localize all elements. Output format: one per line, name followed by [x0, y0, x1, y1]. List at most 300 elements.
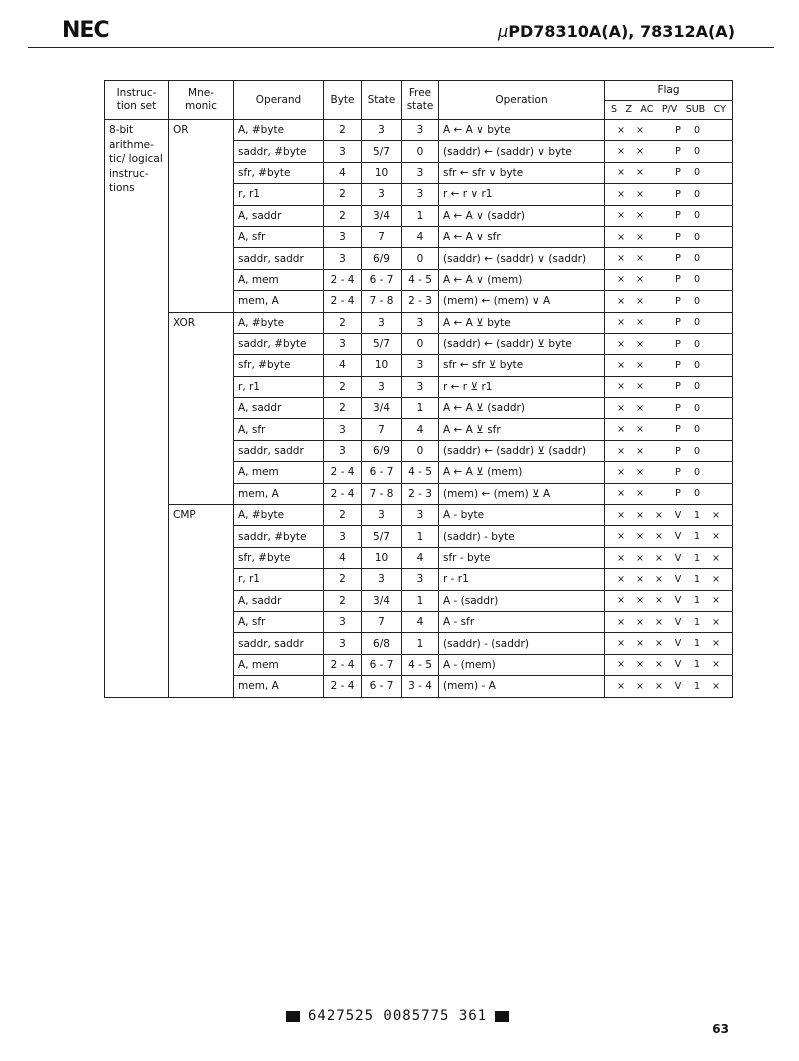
flag-value: P: [675, 167, 681, 179]
flag-value: ×: [636, 595, 644, 607]
flag-value: 0: [693, 253, 701, 265]
barcode-text: 6427525 0085775 361: [308, 1008, 488, 1024]
flag-value: P: [675, 146, 681, 158]
flag-value: 0: [693, 167, 701, 179]
flag-value: V: [674, 552, 682, 564]
flag-value: ×: [636, 680, 644, 692]
flag-value: ×: [636, 659, 644, 671]
operand-cell: r, r1: [234, 569, 324, 590]
flag-value: ×: [636, 531, 644, 543]
flags-cell: [605, 291, 733, 312]
flag-value: 0: [693, 124, 701, 136]
flag-value: ×: [617, 509, 625, 521]
byte-cell: 2: [324, 184, 362, 205]
flag-value: [651, 296, 667, 307]
operand-cell: sfr, #byte: [234, 547, 324, 568]
free-state-cell: 4 - 5: [402, 462, 439, 483]
flag-value: ×: [655, 616, 663, 628]
operand-cell: saddr, #byte: [234, 141, 324, 162]
page-number: 63: [712, 1022, 729, 1036]
state-cell: 3: [362, 312, 402, 333]
flags-cell: [605, 355, 733, 376]
flags-cell: [605, 398, 733, 419]
flag-value: ×: [617, 359, 625, 371]
flag-value: 0: [693, 146, 701, 158]
flag-value: [651, 403, 667, 414]
flag-value: ×: [617, 167, 625, 179]
byte-cell: 3: [324, 526, 362, 547]
operand-cell: A, #byte: [234, 312, 324, 333]
flags-cell: [605, 248, 733, 269]
flag-value: ×: [636, 552, 644, 564]
state-cell: 6 - 7: [362, 269, 402, 290]
flag-value: [708, 274, 724, 285]
flag-value: [708, 488, 724, 499]
flag-value: 0: [693, 381, 701, 393]
operation-cell: A ← A ∨ sfr: [439, 226, 605, 247]
flag-value: V: [674, 531, 682, 543]
flag-value: ×: [617, 680, 625, 692]
free-state-cell: 4: [402, 611, 439, 632]
flag-value: [708, 360, 724, 371]
flag-value: ×: [617, 445, 625, 457]
flags-cell: [605, 654, 733, 675]
free-state-cell: 0: [402, 248, 439, 269]
flag-col-header: CY: [713, 104, 726, 116]
byte-cell: 2: [324, 312, 362, 333]
flag-value: ×: [655, 638, 663, 650]
free-state-cell: 1: [402, 398, 439, 419]
operation-cell: A ← A ⊻ sfr: [439, 419, 605, 440]
state-cell: 3: [362, 569, 402, 590]
flag-value: ×: [617, 231, 625, 243]
flag-value: ×: [636, 509, 644, 521]
byte-cell: 2: [324, 120, 362, 141]
col-header-instruction-set: Instruc-tion set: [105, 81, 169, 120]
header-row: [105, 81, 733, 101]
flag-value: 1: [693, 595, 701, 607]
flag-value: V: [674, 680, 682, 692]
flag-value: ×: [617, 638, 625, 650]
mnemonic-cell: OR: [169, 120, 234, 313]
flags-cell: [605, 312, 733, 333]
operand-cell: sfr, #byte: [234, 355, 324, 376]
operation-cell: (saddr) - (saddr): [439, 633, 605, 654]
flag-value: ×: [636, 573, 644, 585]
flags-cell: [605, 569, 733, 590]
flag-col-header: AC: [640, 104, 654, 116]
free-state-cell: 1: [402, 526, 439, 547]
flag-value: [708, 403, 724, 414]
byte-cell: 2: [324, 398, 362, 419]
free-state-cell: 1: [402, 633, 439, 654]
state-cell: 3/4: [362, 205, 402, 226]
flag-value: ×: [636, 146, 644, 158]
byte-cell: 2: [324, 376, 362, 397]
table-row: [105, 312, 733, 333]
flag-value: 0: [693, 274, 701, 286]
flag-value: ×: [636, 402, 644, 414]
flag-value: 0: [693, 210, 701, 222]
operand-cell: A, saddr: [234, 590, 324, 611]
col-header-free-state: Free state: [402, 81, 439, 120]
flag-value: ×: [617, 616, 625, 628]
operation-cell: r ← r ⊻ r1: [439, 376, 605, 397]
flag-value: ×: [712, 680, 720, 692]
flag-value: P: [675, 424, 681, 436]
flag-value: [651, 446, 667, 457]
byte-cell: 3: [324, 226, 362, 247]
state-cell: 7: [362, 611, 402, 632]
operation-cell: A - (mem): [439, 654, 605, 675]
operand-cell: mem, A: [234, 676, 324, 697]
flag-value: 1: [693, 509, 701, 521]
operand-cell: r, r1: [234, 184, 324, 205]
state-cell: 6 - 7: [362, 654, 402, 675]
flag-value: P: [675, 253, 681, 265]
operation-cell: r - r1: [439, 569, 605, 590]
flag-value: ×: [636, 188, 644, 200]
flag-value: [708, 467, 724, 478]
flags-cell: [605, 419, 733, 440]
flags-cell: [605, 590, 733, 611]
state-cell: 3/4: [362, 590, 402, 611]
flag-value: ×: [712, 659, 720, 671]
nec-logo: NEC: [62, 18, 109, 43]
operation-cell: A - byte: [439, 505, 605, 526]
free-state-cell: 3: [402, 162, 439, 183]
flags-cell: [605, 440, 733, 461]
operation-cell: A ← A ⊻ (saddr): [439, 398, 605, 419]
state-cell: 6/9: [362, 440, 402, 461]
byte-cell: 2 - 4: [324, 654, 362, 675]
flag-value: P: [675, 445, 681, 457]
mnemonic-cell: XOR: [169, 312, 234, 505]
flag-value: ×: [636, 274, 644, 286]
free-state-cell: 0: [402, 333, 439, 354]
operand-cell: A, mem: [234, 269, 324, 290]
flags-cell: [605, 462, 733, 483]
flag-value: [651, 424, 667, 435]
operand-cell: A, saddr: [234, 205, 324, 226]
flag-value: ×: [617, 531, 625, 543]
flags-cell: [605, 611, 733, 632]
flag-value: [651, 167, 667, 178]
flag-value: ×: [655, 509, 663, 521]
operand-cell: mem, A: [234, 291, 324, 312]
flag-value: ×: [712, 595, 720, 607]
operation-cell: (mem) - A: [439, 676, 605, 697]
flag-value: ×: [636, 488, 644, 500]
header-rule: [28, 47, 774, 48]
flags-cell: [605, 226, 733, 247]
operation-cell: (saddr) - byte: [439, 526, 605, 547]
byte-cell: 3: [324, 440, 362, 461]
flag-value: ×: [636, 253, 644, 265]
operation-cell: sfr - byte: [439, 547, 605, 568]
operand-cell: saddr, saddr: [234, 248, 324, 269]
flag-value: [708, 210, 724, 221]
flag-value: V: [674, 659, 682, 671]
flag-value: ×: [636, 338, 644, 350]
flag-value: [651, 189, 667, 200]
byte-cell: 2 - 4: [324, 462, 362, 483]
flag-value: ×: [617, 295, 625, 307]
flag-value: [651, 146, 667, 157]
flags-cell: [605, 633, 733, 654]
operation-cell: (mem) ← (mem) ⊻ A: [439, 483, 605, 504]
free-state-cell: 3: [402, 312, 439, 333]
operation-cell: A ← A ∨ (mem): [439, 269, 605, 290]
flag-value: ×: [617, 146, 625, 158]
flag-value: ×: [655, 659, 663, 671]
operation-cell: r ← r ∨ r1: [439, 184, 605, 205]
operation-cell: A ← A ⊻ byte: [439, 312, 605, 333]
flag-value: [708, 446, 724, 457]
operation-cell: A ← A ∨ (saddr): [439, 205, 605, 226]
flags-cell: [605, 162, 733, 183]
state-cell: 7: [362, 419, 402, 440]
flag-value: P: [675, 488, 681, 500]
state-cell: 5/7: [362, 141, 402, 162]
flag-value: 0: [693, 488, 701, 500]
free-state-cell: 3: [402, 505, 439, 526]
state-cell: 10: [362, 355, 402, 376]
flag-value: 0: [693, 338, 701, 350]
flags-cell: [605, 333, 733, 354]
flags-cell: [605, 120, 733, 141]
free-state-cell: 1: [402, 590, 439, 611]
state-cell: 10: [362, 162, 402, 183]
flags-cell: [605, 205, 733, 226]
flag-value: ×: [636, 381, 644, 393]
flag-value: ×: [712, 509, 720, 521]
free-state-cell: 0: [402, 141, 439, 162]
flag-value: 1: [693, 531, 701, 543]
state-cell: 3: [362, 505, 402, 526]
col-header-operation: Operation: [439, 81, 605, 120]
operation-cell: (saddr) ← (saddr) ∨ byte: [439, 141, 605, 162]
flag-value: ×: [655, 595, 663, 607]
operand-cell: A, #byte: [234, 120, 324, 141]
operand-cell: A, saddr: [234, 398, 324, 419]
flags-cell: [605, 526, 733, 547]
col-header-flag: Flag: [605, 81, 733, 101]
flag-value: 0: [693, 295, 701, 307]
operation-cell: sfr ← sfr ⊻ byte: [439, 355, 605, 376]
flag-value: [651, 381, 667, 392]
flags-cell: [605, 676, 733, 697]
flag-value: 0: [693, 317, 701, 329]
barcode-line: [278, 1008, 517, 1024]
flag-value: P: [675, 338, 681, 350]
flag-value: P: [675, 402, 681, 414]
flag-value: 1: [693, 638, 701, 650]
flag-value: [651, 232, 667, 243]
free-state-cell: 2 - 3: [402, 291, 439, 312]
flag-value: [651, 317, 667, 328]
byte-cell: 4: [324, 547, 362, 568]
free-state-cell: 3: [402, 355, 439, 376]
free-state-cell: 4: [402, 226, 439, 247]
free-state-cell: 4 - 5: [402, 269, 439, 290]
free-state-cell: 3: [402, 120, 439, 141]
free-state-cell: 4 - 5: [402, 654, 439, 675]
flag-col-header: P/V: [661, 104, 678, 116]
byte-cell: 2 - 4: [324, 483, 362, 504]
byte-cell: 3: [324, 248, 362, 269]
flag-col-header: SUB: [685, 104, 706, 116]
flag-value: ×: [617, 188, 625, 200]
byte-cell: 4: [324, 162, 362, 183]
flag-value: P: [675, 188, 681, 200]
state-cell: 10: [362, 547, 402, 568]
flag-value: [708, 339, 724, 350]
flag-value: ×: [617, 338, 625, 350]
flag-value: 1: [693, 680, 701, 692]
flag-value: P: [675, 231, 681, 243]
operand-cell: A, sfr: [234, 611, 324, 632]
operand-cell: saddr, saddr: [234, 440, 324, 461]
flags-cell: [605, 376, 733, 397]
flag-value: ×: [636, 424, 644, 436]
flag-value: ×: [636, 638, 644, 650]
flag-value: [651, 253, 667, 264]
state-cell: 6 - 7: [362, 676, 402, 697]
flag-value: ×: [712, 638, 720, 650]
free-state-cell: 0: [402, 440, 439, 461]
flag-value: V: [674, 638, 682, 650]
flag-value: ×: [617, 317, 625, 329]
flag-value: ×: [617, 381, 625, 393]
state-cell: 5/7: [362, 333, 402, 354]
flag-value: ×: [617, 210, 625, 222]
flag-value: [708, 125, 724, 136]
state-cell: 6/8: [362, 633, 402, 654]
flag-value: [651, 274, 667, 285]
state-cell: 7 - 8: [362, 291, 402, 312]
flag-value: 1: [693, 616, 701, 628]
flag-value: [708, 253, 724, 264]
flag-value: ×: [655, 680, 663, 692]
flag-value: P: [675, 124, 681, 136]
flag-value: ×: [636, 317, 644, 329]
operation-cell: A - sfr: [439, 611, 605, 632]
operation-cell: (saddr) ← (saddr) ⊻ byte: [439, 333, 605, 354]
flag-subheader: [605, 100, 733, 120]
flag-value: [708, 317, 724, 328]
flag-value: [651, 339, 667, 350]
block-mark-left: [286, 1011, 300, 1022]
flag-value: P: [675, 274, 681, 286]
operation-cell: (mem) ← (mem) ∨ A: [439, 291, 605, 312]
state-cell: 3/4: [362, 398, 402, 419]
flag-value: ×: [655, 573, 663, 585]
flag-value: V: [674, 595, 682, 607]
flag-value: ×: [636, 210, 644, 222]
operand-cell: A, mem: [234, 654, 324, 675]
free-state-cell: 2 - 3: [402, 483, 439, 504]
flag-value: ×: [636, 359, 644, 371]
flag-value: 1: [693, 659, 701, 671]
free-state-cell: 1: [402, 205, 439, 226]
flag-value: ×: [617, 659, 625, 671]
operation-cell: A ← A ⊻ (mem): [439, 462, 605, 483]
flag-value: 1: [693, 573, 701, 585]
state-cell: 6/9: [362, 248, 402, 269]
flag-value: [651, 125, 667, 136]
flag-value: ×: [655, 531, 663, 543]
table-row: [105, 120, 733, 141]
operand-cell: sfr, #byte: [234, 162, 324, 183]
operand-cell: r, r1: [234, 376, 324, 397]
mu-symbol: μ: [498, 22, 509, 41]
flag-value: P: [675, 359, 681, 371]
flag-value: ×: [712, 573, 720, 585]
byte-cell: 2: [324, 205, 362, 226]
flag-value: ×: [712, 552, 720, 564]
byte-cell: 2 - 4: [324, 269, 362, 290]
col-header-state: State: [362, 81, 402, 120]
flag-value: [708, 381, 724, 392]
free-state-cell: 3 - 4: [402, 676, 439, 697]
free-state-cell: 4: [402, 419, 439, 440]
operand-cell: mem, A: [234, 483, 324, 504]
flag-value: ×: [712, 531, 720, 543]
flags-cell: [605, 141, 733, 162]
flag-value: P: [675, 317, 681, 329]
flag-value: [708, 189, 724, 200]
flags-cell: [605, 483, 733, 504]
flag-value: [651, 210, 667, 221]
byte-cell: 4: [324, 355, 362, 376]
free-state-cell: 3: [402, 184, 439, 205]
operation-cell: sfr ← sfr ∨ byte: [439, 162, 605, 183]
state-cell: 7: [362, 226, 402, 247]
part-number: [498, 22, 735, 41]
flag-value: ×: [636, 466, 644, 478]
flag-value: [708, 296, 724, 307]
flag-value: ×: [636, 167, 644, 179]
flag-value: 0: [693, 231, 701, 243]
flag-value: ×: [617, 552, 625, 564]
flag-col-header: Z: [625, 104, 632, 116]
flag-value: ×: [655, 552, 663, 564]
flag-value: P: [675, 466, 681, 478]
operand-cell: A, mem: [234, 462, 324, 483]
operand-cell: saddr, #byte: [234, 526, 324, 547]
byte-cell: 3: [324, 633, 362, 654]
flag-value: 0: [693, 188, 701, 200]
flag-value: ×: [636, 445, 644, 457]
flag-value: ×: [617, 488, 625, 500]
flag-value: ×: [617, 573, 625, 585]
state-cell: 3: [362, 120, 402, 141]
operand-cell: A, sfr: [234, 226, 324, 247]
flag-value: [708, 167, 724, 178]
flag-value: 0: [693, 402, 701, 414]
byte-cell: 3: [324, 419, 362, 440]
operand-cell: saddr, #byte: [234, 333, 324, 354]
mnemonic-cell: CMP: [169, 505, 234, 698]
flags-cell: [605, 269, 733, 290]
table-row: [105, 505, 733, 526]
operand-cell: saddr, saddr: [234, 633, 324, 654]
free-state-cell: 3: [402, 569, 439, 590]
instruction-set-cell: 8-bit arithme-tic/ logical instruc-tions: [105, 120, 169, 698]
flag-value: ×: [712, 616, 720, 628]
col-header-byte: Byte: [324, 81, 362, 120]
